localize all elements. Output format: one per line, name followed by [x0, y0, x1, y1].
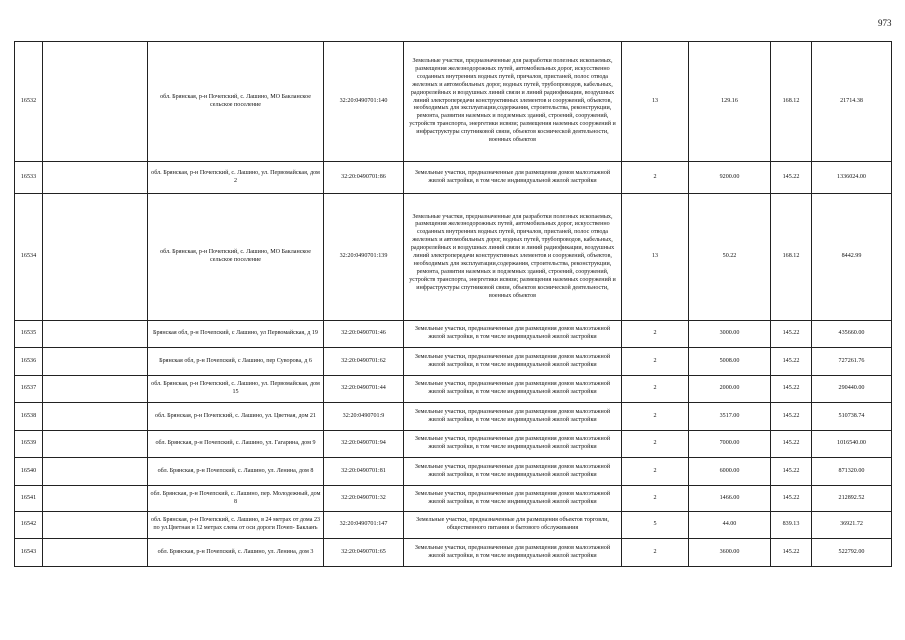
table-row — [15, 512, 892, 539]
address-cell: обл. Брянская, р-н Почепский, с. Лашино, ул. Гагарина, дом 9 — [148, 431, 324, 458]
cadastral-value-cell: 290440.00 — [812, 376, 892, 403]
group-cell: 5 — [622, 512, 689, 539]
cadastral-number-cell: 32:20:0490701:65 — [324, 539, 404, 567]
land-use-description-cell: Земельные участки, предназначенные для разработки полезных ископаемых, размещения железнодорожных путей, автомобильных дорог, искусственно созданных внутренних водных путей, причалов, пристаней, полос отвода железных и автомобильных дорог, водных путей, трубопроводов, кабельных, радиорелейных и воздушных линий связи и линий радиофикации, воздушных линий электропередачи конструктивных элементов и сооружений, объектов, необходимых для эксплуатации,содержания, строительства, реконструкции, ремонта, развития наземных и подземных зданий, строений, сооружений, устройств транспорта, энергетики исвязи; размещения наземных сооружений и инфраструктуры спутниковой связи, объектов космической деятельности, военных объектов — [404, 42, 622, 162]
blank-cell — [43, 486, 148, 512]
row-number: 16539 — [15, 431, 43, 458]
cadastral-value-cell: 36921.72 — [812, 512, 892, 539]
cadastral-value-cell: 1016540.00 — [812, 431, 892, 458]
table-row — [15, 162, 892, 194]
blank-cell — [43, 431, 148, 458]
area-cell: 1466.00 — [689, 486, 771, 512]
land-use-description-cell: Земельные участки, предназначенные для размещения домов малоэтажной жилой застройки, в том числе индивидуальной жилой застройки — [404, 321, 622, 348]
rate-cell: 839.13 — [771, 512, 812, 539]
address-cell: обл. Брянская, р-н Почепский, с. Лашино, ул. Первомайская, дом 15 — [148, 376, 324, 403]
group-cell: 13 — [622, 194, 689, 321]
group-cell: 2 — [622, 458, 689, 486]
area-cell: 9200.00 — [689, 162, 771, 194]
row-number: 16538 — [15, 403, 43, 431]
address-cell: обл. Брянская, р-н Почепский, с. Лашино, ул. Цветная, дом 21 — [148, 403, 324, 431]
land-use-description-cell: Земельные участки, предназначенные для разработки полезных ископаемых, размещения железнодорожных путей, автомобильных дорог, искусственно созданных внутренних водных путей, причалов, пристаней, полос отвода железных и автомобильных дорог, водных путей, трубопроводов, кабельных, радиорелейных и воздушных линий связи и линий радиофикации, воздушных линий электропередачи конструктивных элементов и сооружений, объектов, необходимых для эксплуатации,содержания, строительства, реконструкции, ремонта, развития наземных и подземных зданий, строений, сооружений, устройств транспорта, энергетики исвязи; размещения наземных сооружений и инфраструктуры спутниковой связи, объектов космической деятельности, военных объектов — [404, 194, 622, 321]
rate-cell: 145.22 — [771, 376, 812, 403]
table-row — [15, 403, 892, 431]
cadastral-value-cell: 8442.99 — [812, 194, 892, 321]
cadastral-number-cell: 32:20:0490701:147 — [324, 512, 404, 539]
row-number: 16542 — [15, 512, 43, 539]
cadastral-number-cell: 32:20:0490701:81 — [324, 458, 404, 486]
address-cell: обл. Брянская, р-н Почепский, с. Лашино, пер. Молодежный, дом 8 — [148, 486, 324, 512]
table-row — [15, 431, 892, 458]
land-use-description-cell: Земельные участки, предназначенные для размещения домов малоэтажной жилой застройки, в том числе индивидуальной жилой застройки — [404, 403, 622, 431]
land-use-description-cell: Земельные участки, предназначенные для размещения домов малоэтажной жилой застройки, в том числе индивидуальной жилой застройки — [404, 539, 622, 567]
table-row — [15, 376, 892, 403]
address-cell: обл. Брянская, р-н Почепский, с. Лашино, МО Бакланское сельское поселение — [148, 194, 324, 321]
address-cell: Брянская обл, р-н Почепский, с Лашино, пер Суворова, д 6 — [148, 348, 324, 376]
rate-cell: 145.22 — [771, 431, 812, 458]
cadastral-number-cell: 32:20:0490701:32 — [324, 486, 404, 512]
blank-cell — [43, 42, 148, 162]
group-cell: 2 — [622, 376, 689, 403]
land-use-description-cell: Земельные участки, предназначенные для размещения домов малоэтажной жилой застройки, в том числе индивидуальной жилой застройки — [404, 458, 622, 486]
cadastral-number-cell: 32:20:0490701:44 — [324, 376, 404, 403]
group-cell: 2 — [622, 431, 689, 458]
group-cell: 2 — [622, 486, 689, 512]
cadastral-value-cell: 1336024.00 — [812, 162, 892, 194]
area-cell: 7000.00 — [689, 431, 771, 458]
blank-cell — [43, 348, 148, 376]
cadastral-number-cell: 32:20:0490701:139 — [324, 194, 404, 321]
group-cell: 2 — [622, 348, 689, 376]
group-cell: 2 — [622, 162, 689, 194]
cadastral-number-cell: 32:20:0490701:46 — [324, 321, 404, 348]
area-cell: 44.00 — [689, 512, 771, 539]
cadastral-number-cell: 32:20:0490701:62 — [324, 348, 404, 376]
cadastral-value-cell: 212892.52 — [812, 486, 892, 512]
blank-cell — [43, 403, 148, 431]
cadastral-value-cell: 510738.74 — [812, 403, 892, 431]
land-use-description-cell: Земельные участки, предназначенные для размещения объектов торговли, общественного питания и бытового обслуживания — [404, 512, 622, 539]
row-number: 16540 — [15, 458, 43, 486]
cadastral-value-cell: 435660.00 — [812, 321, 892, 348]
address-cell: обл. Брянская, р-н Почепский, с. Лашино, в 24 метрах от дома 23 по ул.Цветная и 12 метрах слева от оси дороги Почеп- Бакланъ — [148, 512, 324, 539]
table-row — [15, 194, 892, 321]
row-number: 16533 — [15, 162, 43, 194]
rate-cell: 145.22 — [771, 162, 812, 194]
cadastral-value-cell: 21714.38 — [812, 42, 892, 162]
row-number: 16532 — [15, 42, 43, 162]
rate-cell: 145.22 — [771, 486, 812, 512]
address-cell: Брянская обл, р-н Почепский, с Лашино, ул Первомайская, д 19 — [148, 321, 324, 348]
rate-cell: 168.12 — [771, 194, 812, 321]
rate-cell: 145.22 — [771, 348, 812, 376]
blank-cell — [43, 458, 148, 486]
group-cell: 13 — [622, 42, 689, 162]
cadastral-number-cell: 32:20:0490701:9 — [324, 403, 404, 431]
cadastral-number-cell: 32:20:0490701:86 — [324, 162, 404, 194]
rate-cell: 145.22 — [771, 539, 812, 567]
cadastral-value-cell: 727261.76 — [812, 348, 892, 376]
area-cell: 50.22 — [689, 194, 771, 321]
group-cell: 2 — [622, 321, 689, 348]
row-number: 16534 — [15, 194, 43, 321]
table-row — [15, 486, 892, 512]
cadastral-value-cell: 871320.00 — [812, 458, 892, 486]
blank-cell — [43, 321, 148, 348]
land-use-description-cell: Земельные участки, предназначенные для размещения домов малоэтажной жилой застройки, в том числе индивидуальной жилой застройки — [404, 376, 622, 403]
area-cell: 3000.00 — [689, 321, 771, 348]
group-cell: 2 — [622, 539, 689, 567]
address-cell: обл. Брянская, р-н Почепский, с. Лашино, ул. Ленина, дом 8 — [148, 458, 324, 486]
group-cell: 2 — [622, 403, 689, 431]
address-cell: обл. Брянская, р-н Почепский, с. Лашино, МО Бакланское сельское поселение — [148, 42, 324, 162]
rate-cell: 168.12 — [771, 42, 812, 162]
area-cell: 6000.00 — [689, 458, 771, 486]
row-number: 16535 — [15, 321, 43, 348]
row-number: 16536 — [15, 348, 43, 376]
land-use-description-cell: Земельные участки, предназначенные для размещения домов малоэтажной жилой застройки, в том числе индивидуальной жилой застройки — [404, 431, 622, 458]
cadastral-number-cell: 32:20:0490701:140 — [324, 42, 404, 162]
area-cell: 5008.00 — [689, 348, 771, 376]
cadastral-value-table — [14, 41, 892, 567]
rate-cell: 145.22 — [771, 458, 812, 486]
page-number: 973 — [878, 18, 892, 28]
table-row — [15, 42, 892, 162]
area-cell: 2000.00 — [689, 376, 771, 403]
land-use-description-cell: Земельные участки, предназначенные для размещения домов малоэтажной жилой застройки, в том числе индивидуальной жилой застройки — [404, 162, 622, 194]
blank-cell — [43, 194, 148, 321]
blank-cell — [43, 162, 148, 194]
table-row — [15, 539, 892, 567]
cadastral-value-cell: 522792.00 — [812, 539, 892, 567]
area-cell: 3600.00 — [689, 539, 771, 567]
row-number: 16543 — [15, 539, 43, 567]
address-cell: обл. Брянская, р-н Почепский, с. Лашино, ул. Ленина, дом 3 — [148, 539, 324, 567]
blank-cell — [43, 539, 148, 567]
row-number: 16541 — [15, 486, 43, 512]
blank-cell — [43, 512, 148, 539]
rate-cell: 145.22 — [771, 321, 812, 348]
table-row — [15, 321, 892, 348]
cadastral-number-cell: 32:20:0490701:94 — [324, 431, 404, 458]
address-cell: обл. Брянская, р-н Почепский, с. Лашино, ул. Первомайская, дом 2 — [148, 162, 324, 194]
land-use-description-cell: Земельные участки, предназначенные для размещения домов малоэтажной жилой застройки, в том числе индивидуальной жилой застройки — [404, 486, 622, 512]
land-use-description-cell: Земельные участки, предназначенные для размещения домов малоэтажной жилой застройки, в том числе индивидуальной жилой застройки — [404, 348, 622, 376]
area-cell: 3517.00 — [689, 403, 771, 431]
area-cell: 129.16 — [689, 42, 771, 162]
table-row — [15, 458, 892, 486]
rate-cell: 145.22 — [771, 403, 812, 431]
blank-cell — [43, 376, 148, 403]
row-number: 16537 — [15, 376, 43, 403]
table-row — [15, 348, 892, 376]
